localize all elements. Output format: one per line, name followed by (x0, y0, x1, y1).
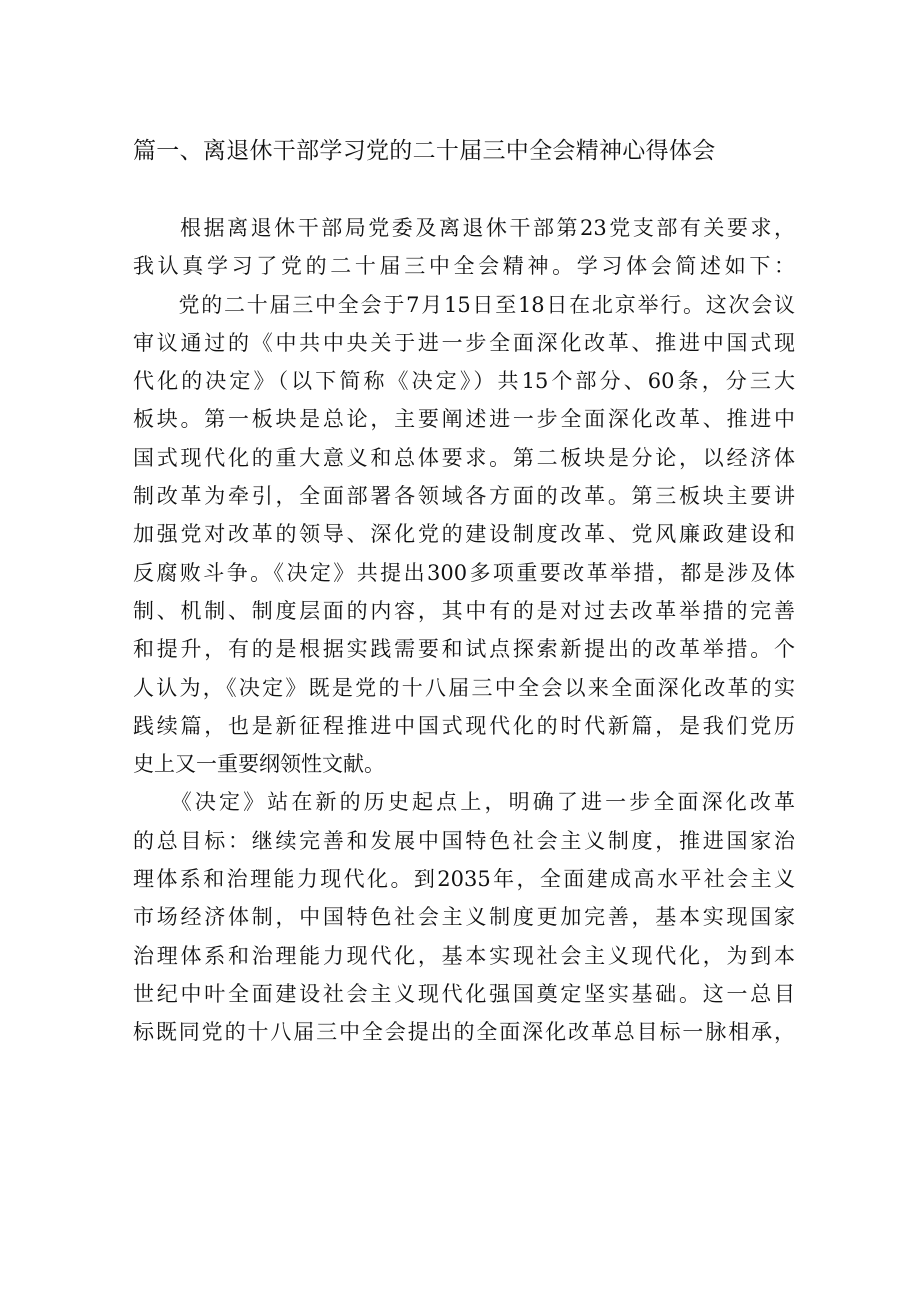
body-line: 人认为，《决定》既是党的十八届三中全会以来全面深化改革的实 (133, 675, 795, 700)
body-line: 制、机制、制度层面的内容，其中有的是对过去改革举措的完善 (133, 598, 795, 623)
body-line: 加强党对改革的领导、深化党的建设制度改革、党风廉政建设和 (133, 522, 795, 547)
body-line: 反腐败斗争。《决定》共提出300多项重要改革举措，都是涉及体 (133, 560, 795, 585)
document-title: 篇一、离退休干部学习党的二十届三中全会精神心得体会 (133, 138, 716, 164)
body-line: 理体系和治理能力现代化。到2035年，全面建成高水平社会主义 (133, 867, 795, 892)
body-line: 标既同党的十八届三中全会提出的全面深化改革总目标一脉相承， (133, 1020, 795, 1045)
body-line: 党的二十届三中全会于7月15日至18日在北京举行。这次会议 (133, 292, 795, 317)
document-body (133, 209, 795, 1052)
body-line: 史上又一重要纲领性文献。 (133, 752, 385, 777)
body-line: 国式现代化的重大意义和总体要求。第二板块是分论，以经济体 (133, 445, 795, 470)
body-line: 我认真学习了党的二十届三中全会精神。学习体会简述如下： (133, 254, 795, 279)
body-line: 市场经济体制，中国特色社会主义制度更加完善，基本实现国家 (133, 905, 795, 930)
body-line: 世纪中叶全面建设社会主义现代化强国奠定坚实基础。这一总目 (133, 981, 795, 1006)
body-line: 的总目标：继续完善和发展中国特色社会主义制度，推进国家治 (133, 828, 795, 853)
body-line: 制改革为牵引，全面部署各领域各方面的改革。第三板块主要讲 (133, 484, 795, 509)
body-line: 代化的决定》（以下简称《决定》）共15个部分、60条，分三大 (133, 369, 795, 394)
body-line: 治理体系和治理能力现代化，基本实现社会主义现代化，为到本 (133, 943, 795, 968)
body-line: 和提升，有的是根据实践需要和试点探索新提出的改革举措。个 (133, 637, 795, 662)
body-line: 践续篇，也是新征程推进中国式现代化的时代新篇，是我们党历 (133, 713, 795, 738)
body-line: 《决定》站在新的历史起点上，明确了进一步全面深化改革 (133, 790, 795, 815)
body-line: 板块。第一板块是总论，主要阐述进一步全面深化改革、推进中 (133, 407, 795, 432)
body-line: 审议通过的《中共中央关于进一步全面深化改革、推进中国式现 (133, 330, 795, 355)
body-line: 根据离退休干部局党委及离退休干部第23党支部有关要求， (133, 216, 795, 240)
